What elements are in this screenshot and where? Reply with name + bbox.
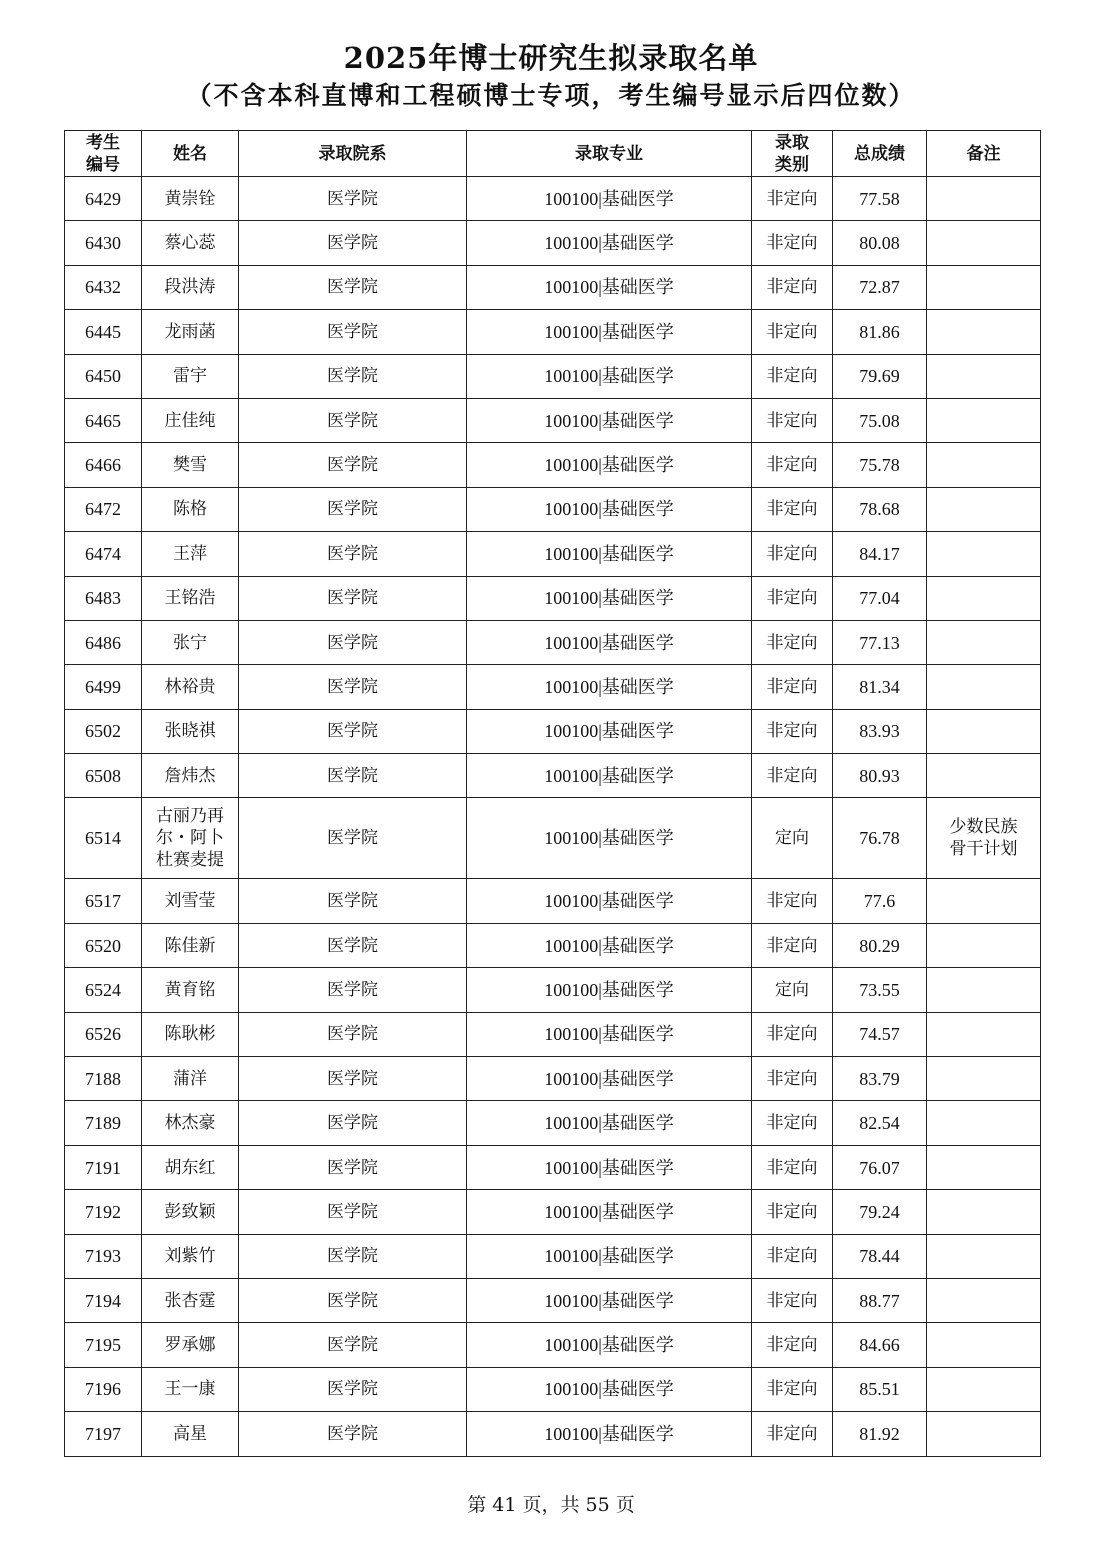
table-row (65, 576, 1041, 620)
cell-notes: 少数民族 骨干计划 (927, 798, 1041, 879)
cell-major: 100100|基础医学 (467, 1145, 752, 1189)
cell-total-score: 80.93 (833, 754, 927, 798)
cell-admission-type: 非定向 (752, 1323, 833, 1367)
table-row (65, 177, 1041, 221)
table-row (65, 1101, 1041, 1145)
cell-admission-type: 非定向 (752, 1057, 833, 1101)
cell-total-score: 74.57 (833, 1012, 927, 1056)
cell-candidate-id: 6432 (65, 265, 142, 309)
cell-admission-type: 非定向 (752, 709, 833, 753)
cell-name: 黄崇铨 (142, 177, 239, 221)
cell-candidate-id: 7188 (65, 1057, 142, 1101)
page-footer: 第 41 页，共 55 页 (467, 1494, 635, 1516)
cell-department: 医学院 (239, 487, 467, 531)
cell-total-score: 75.78 (833, 443, 927, 487)
cell-total-score: 77.6 (833, 879, 927, 923)
cell-major: 100100|基础医学 (467, 754, 752, 798)
cell-candidate-id: 6514 (65, 798, 142, 879)
cell-notes (927, 1412, 1041, 1456)
cell-notes (927, 665, 1041, 709)
cell-department: 医学院 (239, 754, 467, 798)
cell-department: 医学院 (239, 620, 467, 664)
cell-department: 医学院 (239, 1412, 467, 1456)
cell-total-score: 78.68 (833, 487, 927, 531)
cell-candidate-id: 7194 (65, 1278, 142, 1322)
table-row (65, 709, 1041, 753)
header-department: 录取院系 (239, 131, 467, 177)
cell-name: 刘雪莹 (142, 879, 239, 923)
table-row (65, 620, 1041, 664)
cell-notes (927, 310, 1041, 354)
table-row (65, 265, 1041, 309)
cell-total-score: 83.79 (833, 1057, 927, 1101)
cell-total-score: 81.34 (833, 665, 927, 709)
cell-department: 医学院 (239, 879, 467, 923)
cell-candidate-id: 6517 (65, 879, 142, 923)
cell-candidate-id: 7197 (65, 1412, 142, 1456)
cell-department: 医学院 (239, 354, 467, 398)
cell-total-score: 81.92 (833, 1412, 927, 1456)
cell-candidate-id: 6499 (65, 665, 142, 709)
cell-department: 医学院 (239, 310, 467, 354)
cell-notes (927, 576, 1041, 620)
cell-name: 王萍 (142, 532, 239, 576)
table-row (65, 532, 1041, 576)
cell-candidate-id: 6520 (65, 923, 142, 967)
cell-admission-type: 非定向 (752, 354, 833, 398)
cell-major: 100100|基础医学 (467, 265, 752, 309)
cell-name: 龙雨菡 (142, 310, 239, 354)
cell-total-score: 83.93 (833, 709, 927, 753)
cell-major: 100100|基础医学 (467, 177, 752, 221)
cell-name: 詹炜杰 (142, 754, 239, 798)
cell-admission-type: 非定向 (752, 221, 833, 265)
cell-admission-type: 非定向 (752, 1412, 833, 1456)
cell-department: 医学院 (239, 1101, 467, 1145)
cell-notes (927, 532, 1041, 576)
table-row (65, 798, 1041, 879)
cell-name: 段洪涛 (142, 265, 239, 309)
cell-total-score: 75.08 (833, 398, 927, 442)
cell-total-score: 84.66 (833, 1323, 927, 1367)
cell-name: 陈耿彬 (142, 1012, 239, 1056)
header-major: 录取专业 (467, 131, 752, 177)
cell-total-score: 76.07 (833, 1145, 927, 1189)
cell-candidate-id: 7191 (65, 1145, 142, 1189)
table-body (65, 177, 1041, 1457)
cell-department: 医学院 (239, 532, 467, 576)
cell-department: 医学院 (239, 1190, 467, 1234)
cell-major: 100100|基础医学 (467, 443, 752, 487)
cell-name: 张晓祺 (142, 709, 239, 753)
cell-total-score: 78.44 (833, 1234, 927, 1278)
cell-major: 100100|基础医学 (467, 1323, 752, 1367)
cell-admission-type: 非定向 (752, 487, 833, 531)
cell-major: 100100|基础医学 (467, 532, 752, 576)
table-row (65, 221, 1041, 265)
cell-major: 100100|基础医学 (467, 798, 752, 879)
cell-admission-type: 非定向 (752, 398, 833, 442)
cell-name: 蔡心蕊 (142, 221, 239, 265)
cell-notes (927, 1234, 1041, 1278)
cell-major: 100100|基础医学 (467, 968, 752, 1012)
cell-name: 黄育铭 (142, 968, 239, 1012)
table-row (65, 1234, 1041, 1278)
table-row (65, 1190, 1041, 1234)
cell-department: 医学院 (239, 1234, 467, 1278)
cell-major: 100100|基础医学 (467, 576, 752, 620)
cell-notes (927, 1145, 1041, 1189)
cell-candidate-id: 6429 (65, 177, 142, 221)
table-row (65, 1367, 1041, 1411)
cell-name: 彭致颖 (142, 1190, 239, 1234)
cell-total-score: 84.17 (833, 532, 927, 576)
cell-total-score: 85.51 (833, 1367, 927, 1411)
cell-major: 100100|基础医学 (467, 354, 752, 398)
cell-major: 100100|基础医学 (467, 1101, 752, 1145)
table-row (65, 923, 1041, 967)
cell-name: 樊雪 (142, 443, 239, 487)
cell-notes (927, 879, 1041, 923)
cell-notes (927, 221, 1041, 265)
cell-major: 100100|基础医学 (467, 923, 752, 967)
cell-major: 100100|基础医学 (467, 1234, 752, 1278)
table-row (65, 1145, 1041, 1189)
cell-major: 100100|基础医学 (467, 310, 752, 354)
cell-admission-type: 非定向 (752, 923, 833, 967)
admission-table (64, 130, 1041, 1457)
cell-notes (927, 1012, 1041, 1056)
cell-notes (927, 1367, 1041, 1411)
cell-total-score: 77.04 (833, 576, 927, 620)
cell-admission-type: 非定向 (752, 665, 833, 709)
cell-notes (927, 398, 1041, 442)
cell-major: 100100|基础医学 (467, 1367, 752, 1411)
cell-major: 100100|基础医学 (467, 879, 752, 923)
header-notes: 备注 (927, 131, 1041, 177)
cell-admission-type: 非定向 (752, 1367, 833, 1411)
cell-candidate-id: 7189 (65, 1101, 142, 1145)
cell-admission-type: 非定向 (752, 1234, 833, 1278)
cell-candidate-id: 6430 (65, 221, 142, 265)
table-row (65, 1057, 1041, 1101)
cell-total-score: 72.87 (833, 265, 927, 309)
cell-major: 100100|基础医学 (467, 1057, 752, 1101)
cell-notes (927, 968, 1041, 1012)
table-row (65, 310, 1041, 354)
cell-total-score: 77.58 (833, 177, 927, 221)
table-row (65, 1278, 1041, 1322)
cell-name: 罗承娜 (142, 1323, 239, 1367)
cell-admission-type: 非定向 (752, 576, 833, 620)
cell-department: 医学院 (239, 1012, 467, 1056)
cell-candidate-id: 6502 (65, 709, 142, 753)
table-header-row (65, 131, 1041, 177)
cell-candidate-id: 6472 (65, 487, 142, 531)
cell-department: 医学院 (239, 968, 467, 1012)
cell-name: 林杰豪 (142, 1101, 239, 1145)
cell-name: 林裕贵 (142, 665, 239, 709)
cell-total-score: 80.29 (833, 923, 927, 967)
cell-name: 胡东红 (142, 1145, 239, 1189)
cell-candidate-id: 6508 (65, 754, 142, 798)
cell-notes (927, 177, 1041, 221)
cell-candidate-id: 7195 (65, 1323, 142, 1367)
table-row (65, 879, 1041, 923)
table-row (65, 487, 1041, 531)
cell-total-score: 76.78 (833, 798, 927, 879)
cell-name: 陈佳新 (142, 923, 239, 967)
cell-major: 100100|基础医学 (467, 487, 752, 531)
cell-name: 张宁 (142, 620, 239, 664)
cell-major: 100100|基础医学 (467, 665, 752, 709)
header-candidate-id: 考生 编号 (65, 131, 142, 177)
cell-notes (927, 923, 1041, 967)
cell-admission-type: 非定向 (752, 620, 833, 664)
cell-department: 医学院 (239, 443, 467, 487)
table-row (65, 1412, 1041, 1456)
cell-candidate-id: 7192 (65, 1190, 142, 1234)
cell-department: 医学院 (239, 576, 467, 620)
cell-candidate-id: 6524 (65, 968, 142, 1012)
cell-major: 100100|基础医学 (467, 1278, 752, 1322)
cell-candidate-id: 6450 (65, 354, 142, 398)
cell-major: 100100|基础医学 (467, 221, 752, 265)
cell-admission-type: 非定向 (752, 879, 833, 923)
cell-name: 陈格 (142, 487, 239, 531)
cell-total-score: 79.69 (833, 354, 927, 398)
cell-department: 医学院 (239, 665, 467, 709)
cell-total-score: 79.24 (833, 1190, 927, 1234)
cell-department: 医学院 (239, 221, 467, 265)
cell-candidate-id: 6486 (65, 620, 142, 664)
cell-notes (927, 354, 1041, 398)
cell-name: 雷宇 (142, 354, 239, 398)
cell-admission-type: 定向 (752, 798, 833, 879)
table-row (65, 443, 1041, 487)
cell-notes (927, 443, 1041, 487)
cell-notes (927, 487, 1041, 531)
cell-major: 100100|基础医学 (467, 620, 752, 664)
cell-major: 100100|基础医学 (467, 398, 752, 442)
cell-notes (927, 709, 1041, 753)
cell-admission-type: 非定向 (752, 310, 833, 354)
header-name: 姓名 (142, 131, 239, 177)
table-row (65, 354, 1041, 398)
table-row (65, 665, 1041, 709)
cell-department: 医学院 (239, 1057, 467, 1101)
cell-department: 医学院 (239, 798, 467, 879)
table-row (65, 1012, 1041, 1056)
cell-department: 医学院 (239, 1145, 467, 1189)
cell-admission-type: 非定向 (752, 754, 833, 798)
page-subtitle: （不含本科直博和工程硕博士专项，考生编号显示后四位数） (186, 81, 916, 110)
cell-notes (927, 1278, 1041, 1322)
cell-notes (927, 1323, 1041, 1367)
cell-candidate-id: 7196 (65, 1367, 142, 1411)
cell-notes (927, 1190, 1041, 1234)
cell-admission-type: 非定向 (752, 177, 833, 221)
cell-department: 医学院 (239, 923, 467, 967)
cell-admission-type: 非定向 (752, 265, 833, 309)
cell-department: 医学院 (239, 177, 467, 221)
cell-admission-type: 非定向 (752, 1278, 833, 1322)
page-title: 2025年博士研究生拟录取名单 (343, 41, 759, 75)
cell-department: 医学院 (239, 1278, 467, 1322)
cell-candidate-id: 6445 (65, 310, 142, 354)
cell-admission-type: 非定向 (752, 1190, 833, 1234)
cell-name: 蒲洋 (142, 1057, 239, 1101)
cell-total-score: 82.54 (833, 1101, 927, 1145)
cell-admission-type: 非定向 (752, 532, 833, 576)
cell-department: 医学院 (239, 265, 467, 309)
cell-name: 刘紫竹 (142, 1234, 239, 1278)
cell-admission-type: 非定向 (752, 1145, 833, 1189)
cell-total-score: 88.77 (833, 1278, 927, 1322)
header-admission-type: 录取 类别 (752, 131, 833, 177)
header-total-score: 总成绩 (833, 131, 927, 177)
cell-total-score: 73.55 (833, 968, 927, 1012)
cell-notes (927, 1057, 1041, 1101)
cell-candidate-id: 6465 (65, 398, 142, 442)
cell-department: 医学院 (239, 1323, 467, 1367)
table-row (65, 398, 1041, 442)
cell-admission-type: 非定向 (752, 443, 833, 487)
cell-notes (927, 620, 1041, 664)
cell-name: 高星 (142, 1412, 239, 1456)
table-row (65, 754, 1041, 798)
cell-name: 张杏霆 (142, 1278, 239, 1322)
cell-department: 医学院 (239, 1367, 467, 1411)
cell-major: 100100|基础医学 (467, 709, 752, 753)
cell-total-score: 77.13 (833, 620, 927, 664)
cell-total-score: 80.08 (833, 221, 927, 265)
cell-candidate-id: 7193 (65, 1234, 142, 1278)
cell-major: 100100|基础医学 (467, 1012, 752, 1056)
cell-major: 100100|基础医学 (467, 1412, 752, 1456)
cell-name: 庄佳纯 (142, 398, 239, 442)
cell-admission-type: 非定向 (752, 1012, 833, 1056)
cell-name: 古丽乃再 尔・阿卜 杜赛麦提 (142, 798, 239, 879)
cell-candidate-id: 6474 (65, 532, 142, 576)
cell-notes (927, 754, 1041, 798)
cell-department: 医学院 (239, 398, 467, 442)
cell-notes (927, 265, 1041, 309)
cell-admission-type: 非定向 (752, 1101, 833, 1145)
cell-total-score: 81.86 (833, 310, 927, 354)
cell-name: 王铭浩 (142, 576, 239, 620)
cell-name: 王一康 (142, 1367, 239, 1411)
cell-candidate-id: 6483 (65, 576, 142, 620)
cell-admission-type: 定向 (752, 968, 833, 1012)
table-row (65, 1323, 1041, 1367)
cell-major: 100100|基础医学 (467, 1190, 752, 1234)
cell-notes (927, 1101, 1041, 1145)
cell-department: 医学院 (239, 709, 467, 753)
cell-candidate-id: 6466 (65, 443, 142, 487)
cell-candidate-id: 6526 (65, 1012, 142, 1056)
table-row (65, 968, 1041, 1012)
